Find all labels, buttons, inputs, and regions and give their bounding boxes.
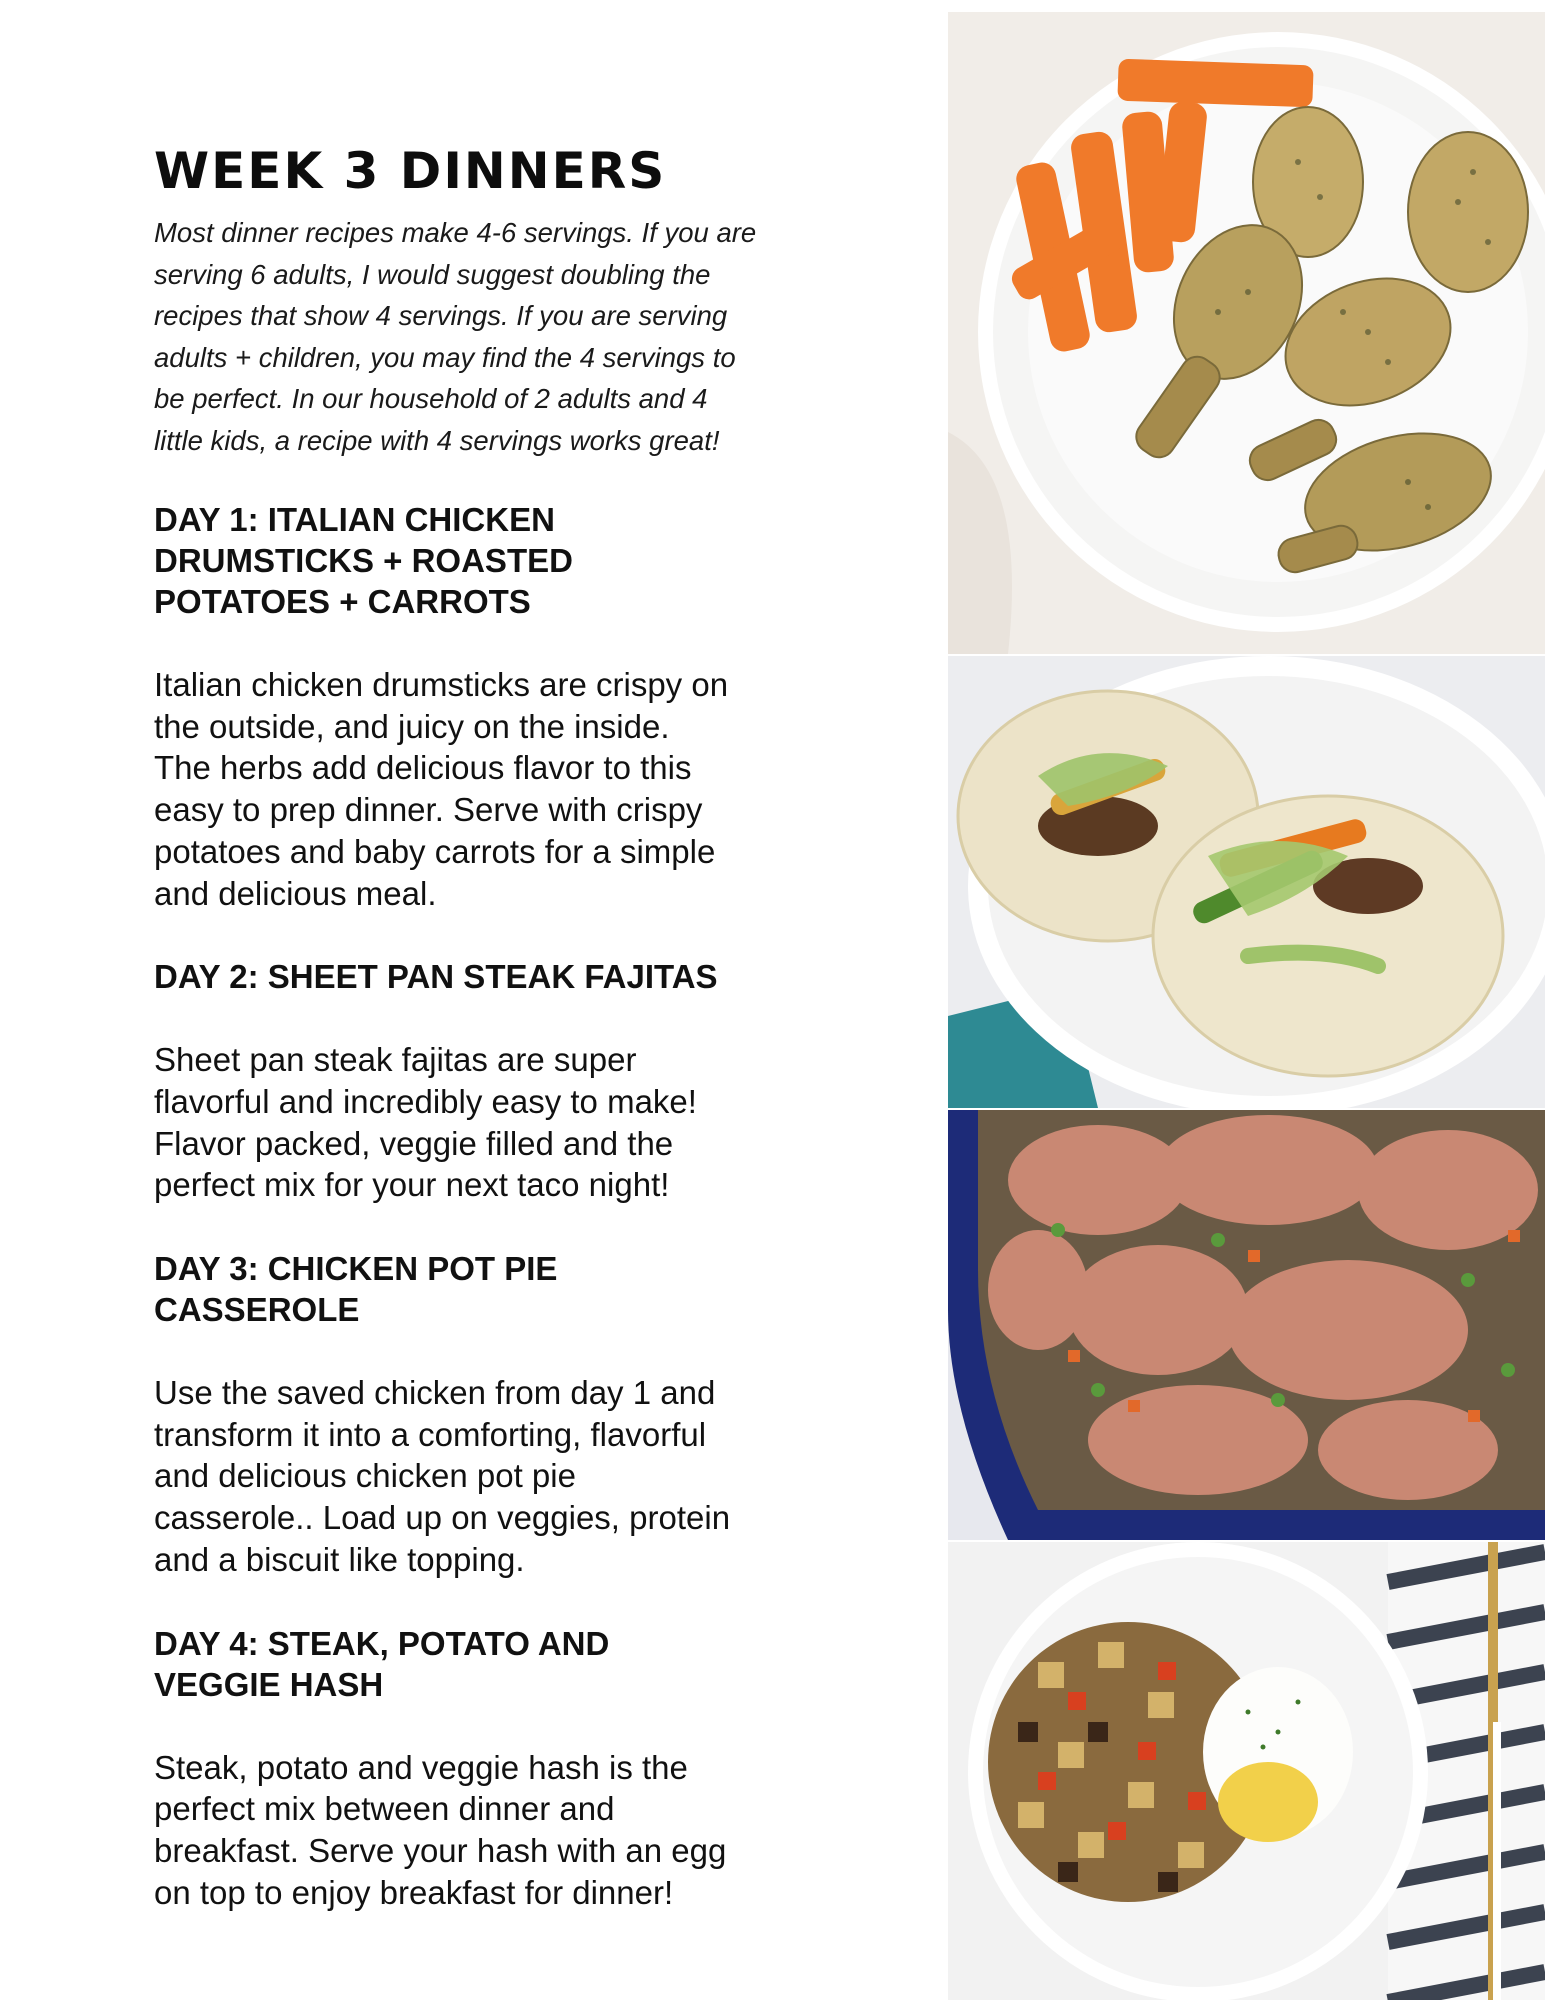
photo-chicken-drumsticks: [948, 12, 1545, 654]
day-2-description: Sheet pan steak fajitas are super flavorful and incredibly easy to make! Flavor packed, veggie filled and the perfect mix for your next taco night!: [154, 1041, 697, 1204]
chicken-drumsticks-image: [948, 12, 1545, 654]
intro-paragraph: Most dinner recipes make 4-6 servings. If you are serving 6 adults, I would suggest doubling the recipes that show 4 servings. If you are serving adults + children, you may find the 4 servings to be perfect. In our household of 2 adults and 4 little kids, a recipe with 4 servings works great!: [154, 217, 757, 456]
photo-column: [948, 12, 1545, 1988]
photo-chicken-pot-pie: [948, 1110, 1545, 1540]
steak-hash-image: [948, 1542, 1545, 2000]
day-2-heading: DAY 2: SHEET PAN STEAK FAJITAS: [154, 958, 718, 996]
photo-steak-fajitas: [948, 656, 1545, 1108]
recipe-text-column: [154, 140, 774, 1955]
day-1-heading: DAY 1: ITALIAN CHICKEN DRUMSTICKS + ROASTED POTATOES + CARROTS: [154, 501, 573, 620]
photo-steak-hash: [948, 1542, 1545, 2000]
day-3-heading: DAY 3: CHICKEN POT PIE CASSEROLE: [154, 1250, 558, 1329]
steak-fajitas-image: [948, 656, 1545, 1108]
day-4-description: Steak, potato and veggie hash is the perfect mix between dinner and breakfast. Serve your hash with an egg on top to enjoy breakfast for dinner!: [154, 1748, 727, 1911]
chicken-pot-pie-image: [948, 1110, 1545, 1540]
day-4-heading: DAY 4: STEAK, POTATO AND VEGGIE HASH: [154, 1624, 610, 1703]
day-3-description: Use the saved chicken from day 1 and transform it into a comforting, flavorful and delicious chicken pot pie casserole.. Load up on veggies, protein and a biscuit like topping.: [154, 1374, 731, 1578]
page-title: WEEK 3 DINNERS: [154, 142, 667, 200]
day-1-description: Italian chicken drumsticks are crispy on the outside, and juicy on the inside. The herbs add delicious flavor to this easy to prep dinner. Serve with crispy potatoes and baby carrots for a simple and delicious meal.: [154, 666, 729, 912]
